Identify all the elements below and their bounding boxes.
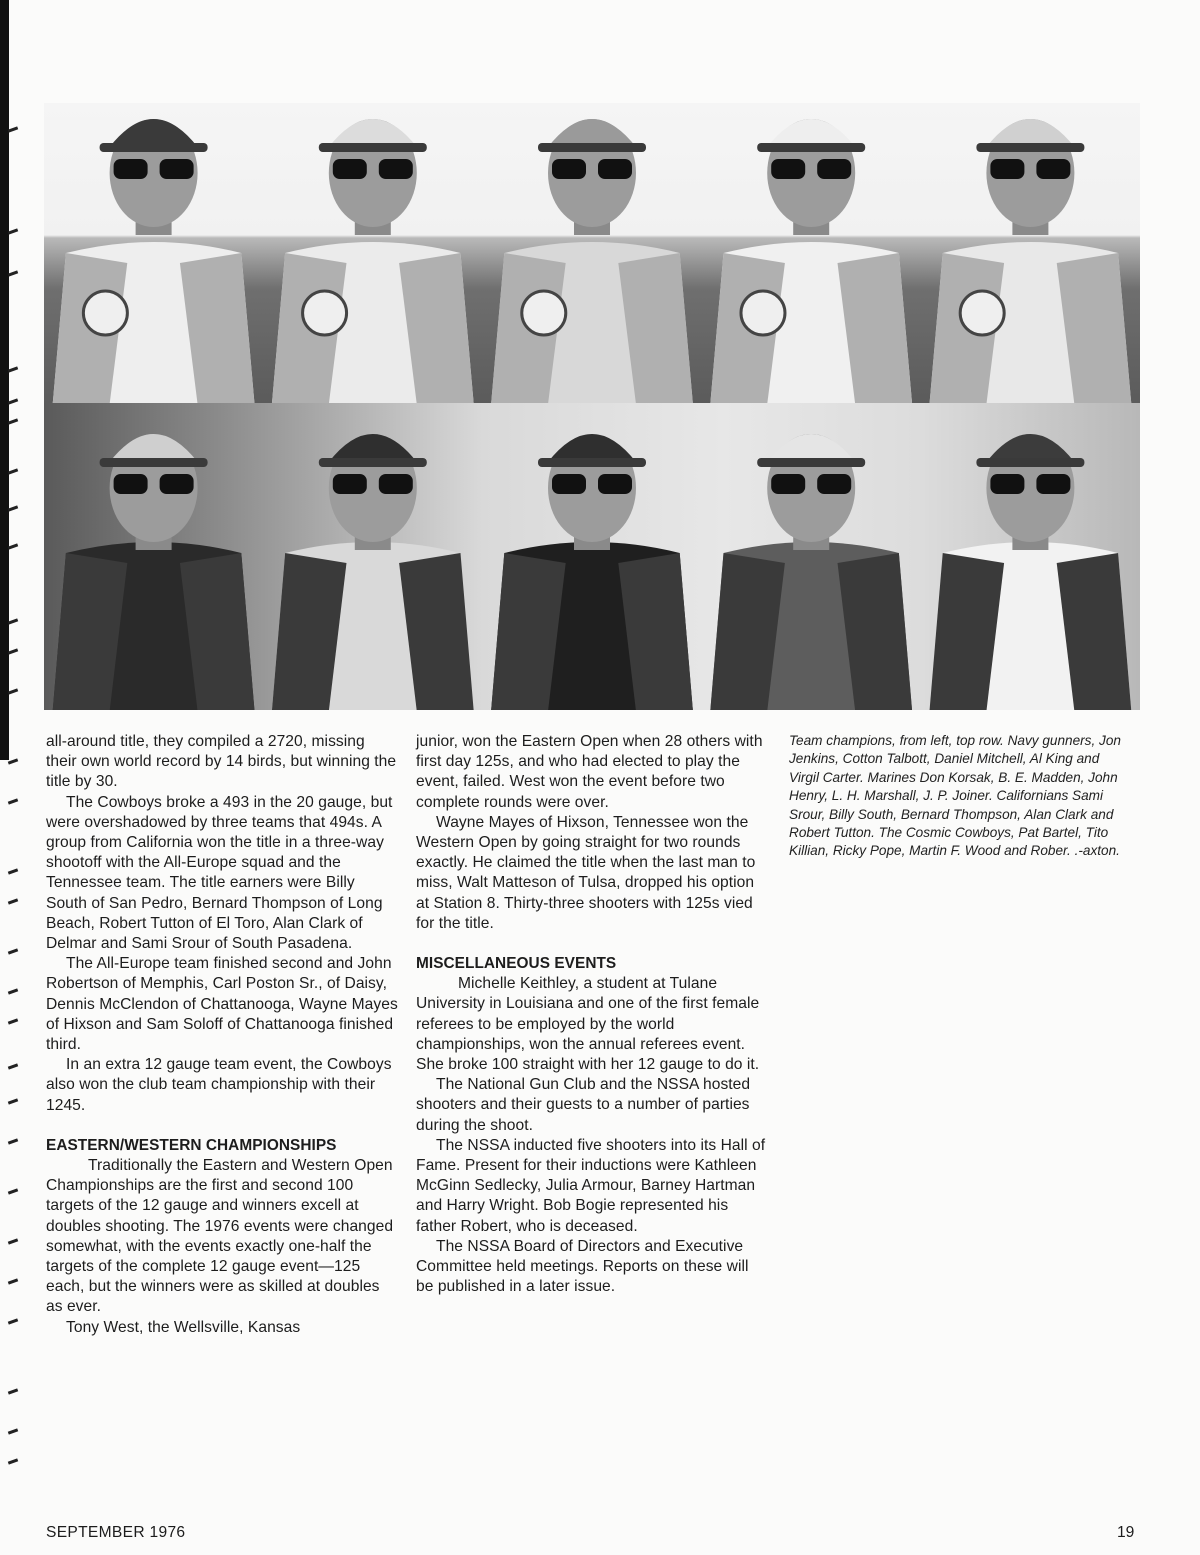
person-figure xyxy=(272,434,474,710)
binding-mark xyxy=(8,988,18,994)
issue-date: SEPTEMBER 1976 xyxy=(46,1524,186,1541)
paragraph: The NSSA inducted five shooters into its Hall of Fame. Present for their inductions were Kathleen McGinn Sedlecky, Julia Armour, Barney Hartman and Harry Wright. Bob Bogie represented his father Robert, who is deceased. xyxy=(416,1136,766,1235)
binding-mark xyxy=(8,618,18,624)
binding-mark xyxy=(8,366,18,372)
binding-mark xyxy=(8,898,18,904)
binding-mark xyxy=(8,798,18,804)
page-number: 19 xyxy=(1117,1524,1135,1541)
person-figure xyxy=(710,119,912,403)
binding-mark xyxy=(8,1063,18,1069)
paragraph: Wayne Mayes of Hixson, Tennessee won the Western Open by going straight for two rounds exactly. He claimed the title when the last man to miss, Walt Matteson of Tulsa, dropped his option at Station 8. Thirty-three shooters with 125s vied for the title. xyxy=(416,813,756,932)
binding-mark xyxy=(8,505,18,511)
paragraph: The National Gun Club and the NSSA hosted shooters and their guests to a number of parties during the shoot. xyxy=(416,1076,751,1134)
paragraph: Tony West, the Wellsville, Kansas xyxy=(66,1318,301,1336)
paragraph: In an extra 12 gauge team event, the Cowboys also won the club team championship with their 1245. xyxy=(46,1056,392,1114)
binding-mark xyxy=(8,418,18,424)
text-column-1 xyxy=(46,732,398,1338)
person-figure xyxy=(53,119,255,403)
binding-mark xyxy=(8,1138,18,1144)
binding-mark xyxy=(8,1098,18,1104)
photo-bottom-row xyxy=(44,403,1140,710)
person-figure xyxy=(272,119,474,403)
section-heading: MISCELLANEOUS EVENTS xyxy=(416,955,617,973)
binding-mark xyxy=(8,270,18,276)
paragraph: Michelle Keithley, a student at Tulane University in Louisiana and one of the first female referees to be employed by the world championships, won the annual referees event. She broke 100 straight with her 12 gauge to do it. xyxy=(416,975,760,1074)
person-figure xyxy=(930,434,1132,710)
binding-mark xyxy=(8,1428,18,1434)
binding-mark xyxy=(8,1238,18,1244)
binding-mark xyxy=(8,398,18,404)
binding-mark xyxy=(8,868,18,874)
photo-top-row xyxy=(44,103,1140,403)
text-column-2 xyxy=(416,732,768,1297)
binding-mark xyxy=(8,1018,18,1024)
binding-mark xyxy=(8,948,18,954)
paragraph: all-around title, they compiled a 2720, missing their own world record by 14 birds, but winning the title by 30. xyxy=(46,733,397,791)
binding-mark xyxy=(8,126,18,132)
photo-top-svg xyxy=(44,103,1140,403)
binding-mark xyxy=(8,648,18,654)
binding-mark xyxy=(8,1318,18,1324)
photo-bottom-svg xyxy=(44,403,1140,710)
binding-mark xyxy=(8,758,18,764)
binding-mark xyxy=(8,228,18,234)
binding-mark xyxy=(8,688,18,694)
person-figure xyxy=(53,434,255,710)
binding-mark xyxy=(8,1278,18,1284)
binding-mark xyxy=(8,1188,18,1194)
person-figure xyxy=(710,434,912,710)
section-heading: EASTERN/WESTERN CHAMPIONSHIPS xyxy=(46,1136,337,1154)
paragraph: junior, won the Eastern Open when 28 others with first day 125s, and who had elected to play the event, failed. West won the event before two complete rounds were over. xyxy=(416,733,763,811)
photo-caption: Team champions, from left, top row. Navy gunners, Jon Jenkins, Cotton Talbott, Daniel Mitchell, Al King and Virgil Carter. Marines Don Korsak, B. E. Madden, John Henry, L. H. Marshall, J. P. Joiner. Californians Sami Srour, Billy South, Bernard Thompson, Alan Clark and Robert Tutton. The Cosmic Cowboys, Pat Bartel, Tito Killian, Ricky Pope, Martin F. Wood and Rober. .-axton. xyxy=(789,733,1121,859)
binding-mark xyxy=(8,543,18,549)
person-figure xyxy=(491,119,693,403)
person-figure xyxy=(930,119,1132,403)
binding-mark xyxy=(8,1458,18,1464)
person-figure xyxy=(491,434,693,710)
paragraph: Traditionally the Eastern and Western Open Championships are the first and second 100 targets of the 12 gauge and winners excell at doubles shooting. The 1976 events were changed somewhat, with the events exactly one-half the targets of the complete 12 gauge event—125 each, but the winners were as skilled at doubles as ever. xyxy=(46,1157,394,1316)
paragraph: The NSSA Board of Directors and Executive Committee held meetings. Reports on these will be published in a later issue. xyxy=(416,1237,749,1296)
binding-marks xyxy=(0,0,36,1555)
binding-mark xyxy=(8,468,18,474)
paragraph: The Cowboys broke a 493 in the 20 gauge, but were overshadowed by three teams that 494s. A group from California won the title in a three-way shootoff with the All-Europe squad and the Tennessee team. The title earners were Billy South of San Pedro, Bernard Thompson of Long Beach, Robert Tutton of El Toro, Alan Clark of Delmar and Sami Srour of South Pasadena. xyxy=(46,793,393,953)
binding-mark xyxy=(8,1388,18,1394)
paragraph: The All-Europe team finished second and John Robertson of Memphis, Carl Poston Sr., of Daisy, Dennis McClendon of Chattanooga, Wayne Mayes of Hixson and Sam Soloff of Chattanooga finished third. xyxy=(46,955,398,1054)
